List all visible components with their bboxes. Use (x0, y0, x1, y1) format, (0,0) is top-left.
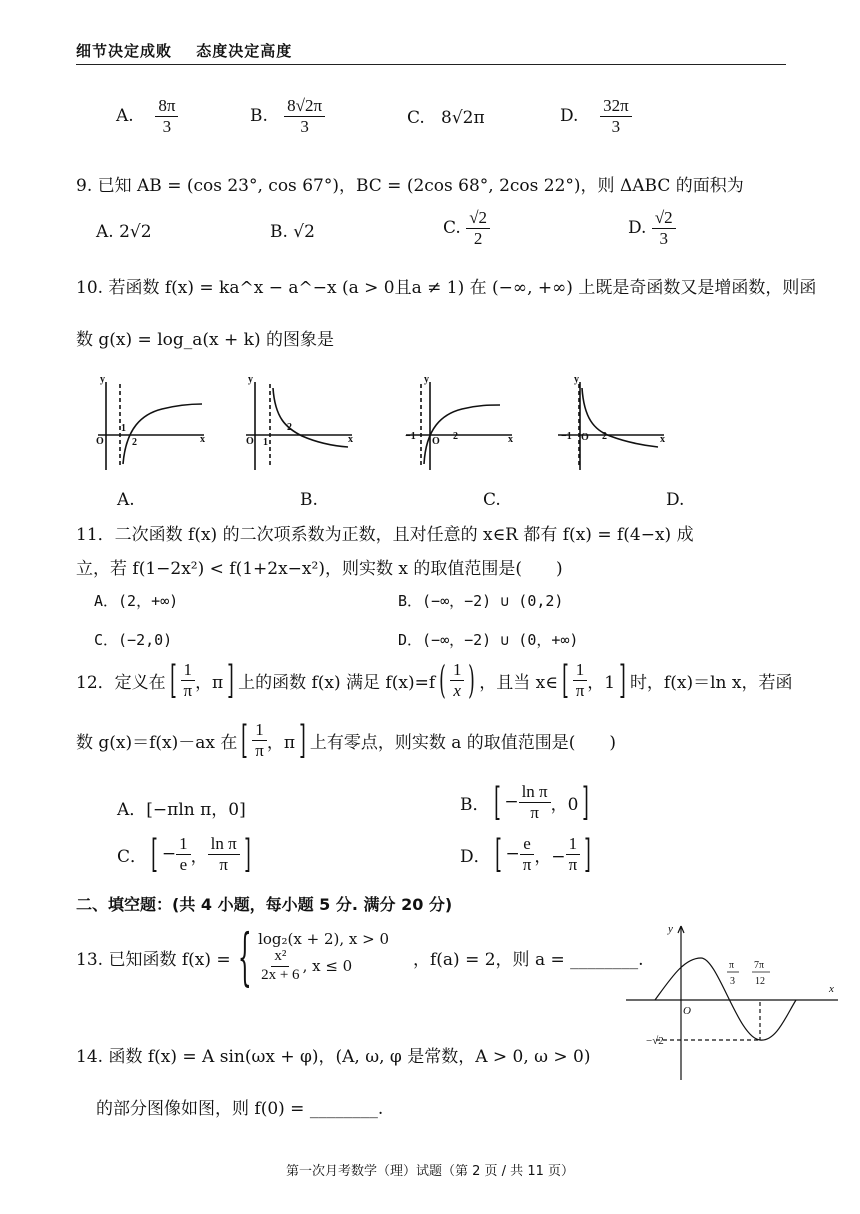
graph-d-y-label: y (574, 374, 579, 385)
graph-a-origin: O (96, 436, 104, 447)
q9-option-b: B. √2 (270, 222, 315, 242)
q10-label-a: A. (117, 490, 135, 510)
graph-d-tick-2: 2 (602, 431, 607, 442)
header-left: 细节决定成败 (76, 42, 173, 60)
q11-option-c: C．(−2,0) (94, 631, 173, 649)
page-header (76, 40, 310, 61)
q9-option-d: D. $\frac{√2}{3}$ (628, 208, 676, 248)
q11-option-a: A．(2，+∞) (94, 592, 179, 610)
q11-option-d: D．(−∞，−2) ∪ (0，+∞) (398, 631, 579, 649)
q14-ymin-label: −√2 (646, 1035, 664, 1047)
q14-tick1-den: 3 (730, 976, 735, 987)
graph-c-origin: O (432, 436, 440, 447)
q12-option-b: B． [ − $\frac{\text{ln π}}{\pi}$ ，0 ] (460, 780, 590, 825)
q9-option-c: C. $\frac{√2}{2}$ (443, 208, 490, 248)
graph-a-x-label: x (200, 434, 205, 445)
graph-d-tick-neg1: −1 (561, 431, 572, 442)
graph-a-tick-2: 2 (132, 437, 137, 448)
q8-option-b: B. $\frac{8√2\pi}{3}$ (250, 96, 325, 136)
q12-option-c: C． [ − $\frac{1}{e}$ ， $\frac{\text{ln π}}{\pi}$ ] (117, 832, 251, 877)
q14-tick2-den: 12 (755, 976, 765, 987)
graph-b-y-label: y (248, 374, 253, 385)
section-2-title: 二、填空题：(共 4 小题，每小题 5 分. 满分 20 分) (76, 895, 453, 914)
q14-tick1-num: π (729, 960, 735, 971)
q14-y-label: y (668, 923, 673, 935)
header-rule (76, 64, 786, 65)
graph-c-tick-2: 2 (453, 431, 458, 442)
graph-c-y-label: y (424, 374, 429, 385)
q10-label-c: C. (483, 490, 501, 510)
graph-c-tick-neg1: −1 (405, 431, 416, 442)
q8-option-d: D. $\frac{32\pi}{3}$ (560, 96, 632, 136)
graph-b-tick-1: 1 (263, 437, 268, 448)
q12-line2: 数 g(x)＝f(x)－ax 在 [ $\frac{1}{\pi}$ ，π ] 上有零点，则实数 a 的取值范围是( ) (76, 718, 617, 763)
q10-line1: 10. 若函数 f(x) = ka^x − a^−x (a > 0且a ≠ 1) 在 (−∞, +∞) 上既是奇函数又是增函数，则函 (76, 278, 817, 298)
graph-a-tick-1: 1 (121, 423, 126, 434)
q11-line1: 11．二次函数 f(x) 的二次项系数为正数，且对任意的 x∈R 都有 f(x) = f(4−x) 成 (76, 525, 694, 545)
page-footer: 第一次月考数学（理）试题（第 2 页 / 共 11 页） (286, 1164, 574, 1179)
q8-option-a: A. $\frac{8\pi}{3}$ (116, 96, 178, 136)
q12-line1: 12．定义在 [ $\frac{1}{\pi}$ ，π ] 上的函数 f(x) 满足 f(x)=f ( $\frac{1}{x}$ ) ，且当 x∈ [ $\frac{1}{\pi}$ ，1 ] 时，f(x)＝ln x，若函 (76, 658, 793, 703)
q9-option-a: A. 2√2 (96, 222, 152, 242)
graph-b-origin: O (246, 436, 254, 447)
q12-option-d: D． [ − $\frac{e}{\pi}$ ，− $\frac{1}{\pi}$ ] (460, 832, 591, 877)
q10-graphs (80, 368, 700, 480)
q14-origin: O (683, 1005, 691, 1017)
q10-label-b: B. (300, 490, 318, 510)
graph-b-tick-2: 2 (287, 422, 292, 433)
q14-line2: 的部分图像如图，则 f(0) = ________. (96, 1099, 384, 1119)
graph-d-origin: O (581, 432, 589, 443)
q12-option-a: A．[−πln π，0] (117, 800, 246, 820)
graph-b-x-label: x (348, 434, 353, 445)
graph-d-x-label: x (660, 434, 665, 445)
q13: 13. 已知函数 f(x) = { log₂(x + 2), x > 0 $\frac{\text{x²}}{2x + 6}$ , x ≤ 0 ，f(a) = 2，则 a = ________. (76, 920, 644, 993)
header-right: 态度决定高度 (196, 42, 293, 60)
graph-a-y-label: y (100, 374, 105, 385)
q13-case1: log₂(x + 2), x > 0 (258, 930, 389, 949)
q8-option-c: C. 8√2π (407, 108, 485, 128)
q9-stem: 9. 已知 AB = (cos 23°, cos 67°)，BC = (2cos 68°, 2cos 22°)，则 ΔABC 的面积为 (76, 176, 744, 196)
q14-line1: 14. 函数 f(x) = A sin(ωx + φ)，(A, ω, φ 是常数，A > 0, ω > 0) (76, 1047, 591, 1067)
q14-graph (626, 920, 844, 1086)
q10-label-d: D. (666, 490, 685, 510)
graph-c-x-label: x (508, 434, 513, 445)
q11-line2: 立，若 f(1−2x²) < f(1+2x−x²)，则实数 x 的取值范围是( ) (76, 559, 563, 579)
q13-tail: ，f(a) = 2，则 a = ________. (413, 949, 644, 970)
q14-tick2-num: 7π (754, 960, 765, 971)
q11-option-b: B．(−∞，−2) ∪ (0,2) (398, 592, 564, 610)
q14-x-label: x (829, 983, 834, 995)
q10-line2: 数 g(x) = log_a(x + k) 的图象是 (76, 330, 334, 350)
